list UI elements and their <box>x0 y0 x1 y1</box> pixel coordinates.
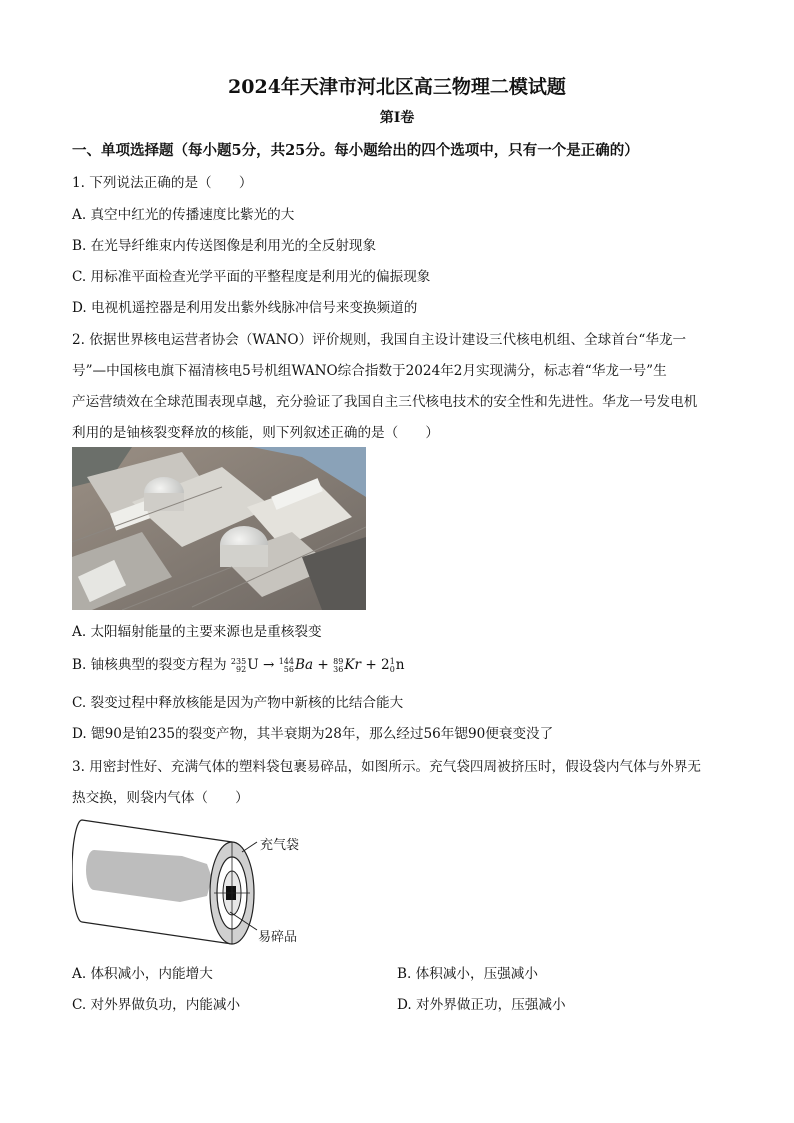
nuclear-plant-photo <box>72 447 366 610</box>
q1-option-a: A. 真空中红光的传播速度比紫光的大 <box>72 207 295 223</box>
u-mass-number: 235 <box>230 656 247 666</box>
kr-mass-number: 89 <box>333 656 344 666</box>
neutron-coefficient: 2 <box>381 657 390 673</box>
q3-option-d: D. 对外界做正功，压强减小 <box>397 997 566 1013</box>
q3-stem-line-2: 热交换，则袋内气体（ ） <box>72 790 249 806</box>
q2-option-c: C. 裂变过程中释放核能是因为产物中新核的比结合能大 <box>72 695 404 711</box>
q3-option-b: B. 体积减小，压强减小 <box>397 966 538 982</box>
q2-option-b <box>72 653 405 674</box>
q2-option-a: A. 太阳辐射能量的主要来源也是重核裂变 <box>72 624 322 640</box>
ba-atomic-number: 56 <box>283 664 294 674</box>
q1-stem: 1. 下列说法正确的是（ ） <box>72 175 253 191</box>
q3-stem-line-1: 3. 用密封性好、充满气体的塑料袋包裹易碎品，如图所示。充气袋四周被挤压时，假设袋内气体与外界无 <box>72 759 702 775</box>
kr-symbol: Kr <box>344 657 361 673</box>
q2-stem-line-3: 产运营绩效在全球范围表现卓越，充分验证了我国自主三代核电技术的安全性和先进性。华龙一号发电机 <box>72 394 698 410</box>
q1-option-d: D. 电视机遥控器是利用发出紫外线脉冲信号来变换频道的 <box>72 300 418 316</box>
u-atomic-number: 92 <box>236 664 247 674</box>
reaction-arrow: → <box>262 657 275 673</box>
section-heading: 一、单项选择题（每小题5分，共25分。每小题给出的四个选项中，只有一个是正确的） <box>72 142 639 159</box>
plus-sign-2: + <box>365 657 377 673</box>
kr-atomic-number: 36 <box>333 664 344 674</box>
q2-option-b-prefix: B. 铀核典型的裂变方程为 <box>72 657 227 673</box>
n-symbol: n <box>395 657 405 673</box>
n-atomic-number: 0 <box>389 664 395 674</box>
n-mass-number: 1 <box>389 656 395 666</box>
q3-option-a: A. 体积减小，内能增大 <box>72 966 213 982</box>
ba-mass-number: 144 <box>278 656 294 666</box>
label-fragile-item: 易碎品 <box>258 930 298 945</box>
u-symbol: U <box>247 657 259 673</box>
ba-symbol: Ba <box>294 657 314 673</box>
q2-stem-line-4: 利用的是铀核裂变释放的核能，则下列叙述正确的是（ ） <box>72 425 440 441</box>
q2-stem-line-1: 2. 依据世界核电运营者协会（WANO）评价规则，我国自主设计建设三代核电机组、全球首台“华龙一 <box>72 332 687 348</box>
q2-stem-line-2: 号”—中国核电旗下福清核电5号机组WANO综合指数于2024年2月实现满分，标志着“华龙一号”生 <box>72 363 667 379</box>
q2-option-d: D. 锶90是铂235的裂变产物，其半衰期为28年，那么经过56年锶90便衰变没了 <box>72 726 554 742</box>
q1-option-b: B. 在光导纤维束内传送图像是利用光的全反射现象 <box>72 238 377 254</box>
page-title: 2024年天津市河北区高三物理二模试题 <box>228 76 566 98</box>
q3-option-c: C. 对外界做负功，内能减小 <box>72 997 241 1013</box>
volume-heading: 第Ⅰ卷 <box>379 110 415 126</box>
q1-option-c: C. 用标准平面检查光学平面的平整程度是利用光的偏振现象 <box>72 269 431 285</box>
plus-sign-1: + <box>317 657 329 673</box>
label-air-bag: 充气袋 <box>260 838 300 853</box>
air-bag-diagram <box>72 812 312 947</box>
